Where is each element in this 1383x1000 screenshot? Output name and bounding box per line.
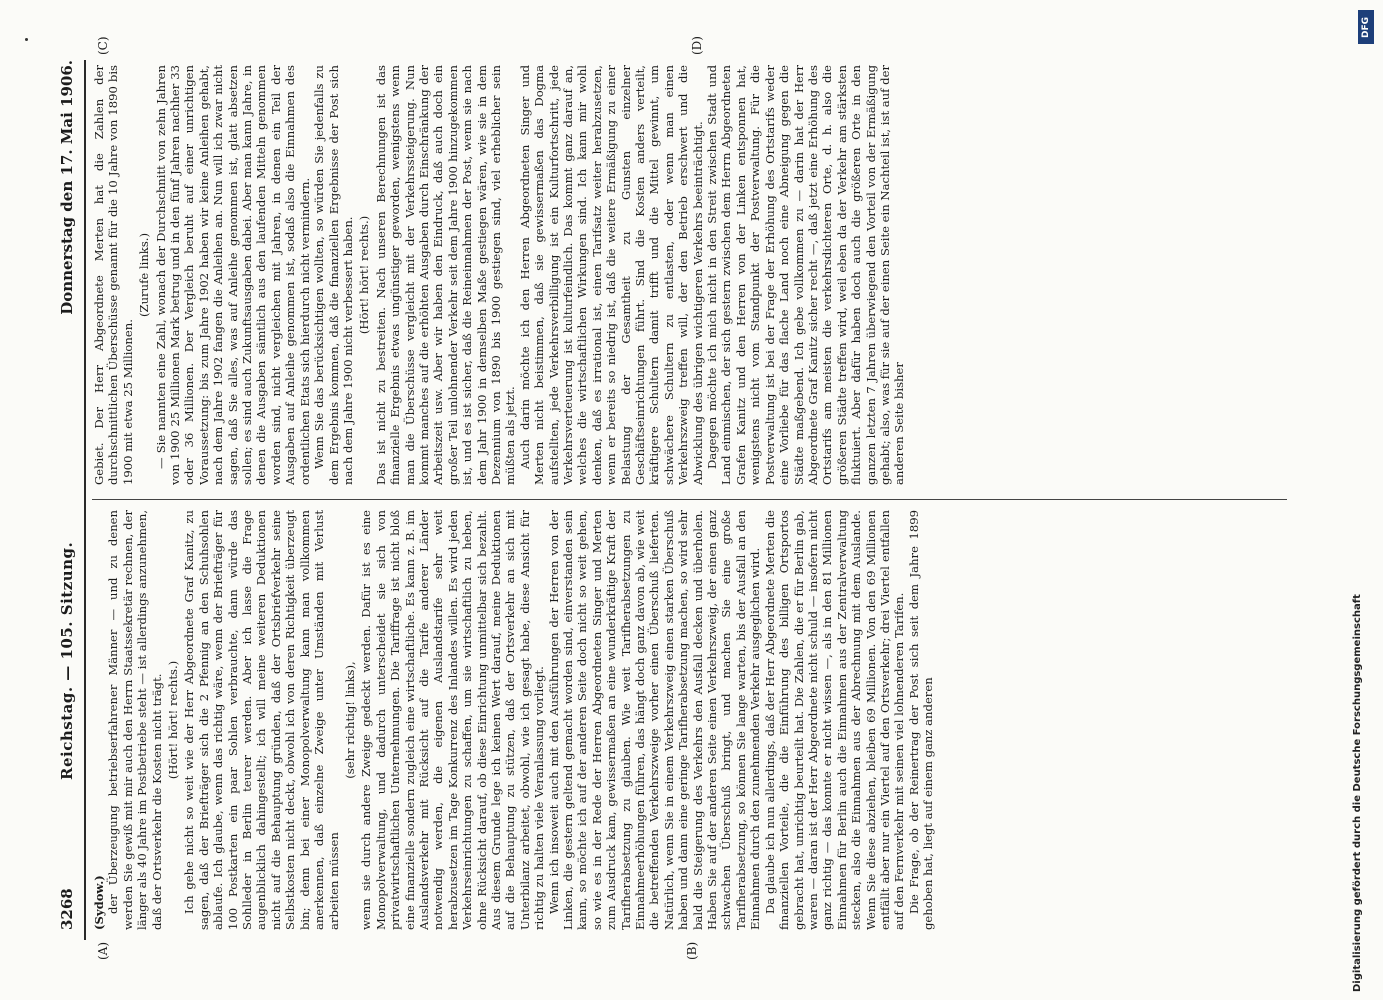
paragraph: Auch darin möchte ich den Herren Abgeordneten Singer und Merten nicht beistimmen, daß sie gewissermaßen das Dogma aufstellten, jede Verkehrsverbilligung ist ein Kulturfortschritt, jede Verkehrsverteuerung ist kulturfeindlich. Das kommt ganz darauf an, welches die wirtschaftlichen Wirkungen sind. Ich kann mir wohl denken, daß es irrational ist, einen Tarifsatz weiter herabzusetzen, wenn er bereits so niedrig ist, daß die weitere Ermäßigung zu einer Belastung der Gesamtheit zu Gunsten einzelner Geschäftseinrichtungen führt. Sind die Kosten anders verteilt, kräftigere Schultern damit trifft und die Mittel gewinnt, um schwächere Schultern zu entlasten, oder wenn man einen Verkehrszweig treffen will, der den Betrieb erschwert und die Abwicklung des übrigen wichtigeren Verkehrs beeinträchtigt. [517, 65, 705, 485]
paragraph: wenn sie durch andere Zweige gedeckt werden. Dafür ist es eine Monopolverwaltung, und dadurch unterscheidet sie sich von privatwirtschaftlichen Unternehmungen. Die Tariffrage ist nicht bloß eine finanzielle sondern zugleich eine wirtschaftliche. Es kann z. B. im Auslandsverkehr mit Rücksicht auf die Tarife anderer Länder notwendig werden, die eigenen Auslandstarife sehr weit herabzusetzen im Tage Konkurrenz des Inlandes willen. Es wird jeden Verkehrseinrichtungen zu schaffen, um sie wirtschaftlich zu heben, ohne Rücksicht darauf, ob diese Einrichtung unmittelbar sich bezahlt. Aus diesem Grunde lege ich keinen Wert darauf, meine Deduktionen auf die Behauptung zu stützen, daß der Ortsverkehr an sich mit Unterbilanz arbeitet, obwohl, wie ich gesagt habe, diese Ansicht für richtig zu halten viele Veranlassung vorliegt. [359, 510, 547, 930]
scan-speck [25, 38, 28, 41]
paragraph: Das ist nicht zu bestreiten. Nach unseren Berechnungen ist das finanzielle Ergebnis etwas ungünstiger geworden, wenigstens wenn man die Überschüsse vergleicht mit der Verkehrssteigerung. Nun kommt manches auf die erhöhten Ausgaben durch Einschränkung der Arbeitszeit usw. Aber wir haben den Eindruck, daß auch doch ein großer Teil unlohnender Verkehr seit dem Jahre 1900 hinzugekommen ist, und es ist sicher, daß die Reineinnahmen der Post, wenn sie nach dem Jahr 1900 in demselben Maße gestiegen wären, wie sie in dem Dezennium von 1890 bis 1900 gestiegen sind, viel erheblicher sein müßten als jetzt. [373, 65, 518, 485]
margin-mark-a: (A) [96, 941, 110, 960]
paragraph: Wenn Sie das berücksichtigen wollten, so würden Sie jedenfalls zu dem Ergebnis kommen, daß die finanziellen Ergebnisse der Post sich nach dem Jahre 1900 nicht verbessert haben. [312, 65, 355, 485]
paragraph: Ich gehe nicht so weit wie der Herr Abgeordnete Graf Kanitz, zu sagen, daß der Briefträger sich die 2 Pfennig an den Schuhsohlen ablaufe. Ich glaube, wenn das richtig wäre, wenn der Briefträger für 100 Postkarten ein paar Sohlen verbrauchte, dann würde das Sohlleder in Berlin teurer werden. Aber ich lasse die Frage augenblicklich dahingestellt; ich will meine weiteren Deduktionen nicht auf die Behauptung gründen, daß der Ortsbriefverkehr seine Selbstkosten nicht deckt, obwohl ich von deren Richtigkeit überzeugt bin; denn bei einer Monopolverwaltung kann man vollkommen anerkennen, daß einzelne Zweige unter Umständen mit Verlust arbeiten müssen [182, 510, 341, 930]
digitization-notice [1352, 8, 1378, 992]
interjection: (Zurufe links.) [137, 233, 152, 317]
paragraph: der Überzeugung betriebserfahrener Männer — und zu denen werden Sie gewiß mit mir auch den Herrn Staatssekretär rechnen, der länger als 40 Jahre im Postbetriebe steht — ist allerdings anzunehmen, daß der Ortsverkehr die Kosten nicht trägt. [106, 510, 164, 930]
speaker-name: (Sydow.) [92, 875, 106, 930]
paragraph: Die Frage, ob der Reinertrag der Post sich seit dem Jahre 1899 gehoben hat, liegt auf einem ganz anderen [906, 510, 936, 930]
dfg-logo-icon: DFG [1358, 10, 1374, 44]
text-column-left [92, 510, 1292, 930]
session-date: Donnerstag den 17. Mai 1906. [58, 60, 76, 315]
margin-mark-c: (C) [96, 36, 110, 55]
digitization-notice-text: Digitalisierung gefördert durch die Deutsche Forschungsgemeinschaft [1352, 594, 1363, 992]
interjection: (sehr richtig! links), [342, 661, 357, 779]
margin-mark-d: (D) [690, 36, 704, 55]
paragraph: Wenn ich insoweit auch mit den Ausführungen der Herren von der Linken, die gestern geltend gemacht worden sind, einverstanden sein kann, so möchte ich auf der anderen Seite doch nicht so weit gehen, so wie es in der Rede der Herren Abgeordneten Singer und Merten zum Ausdruck kam, gewissermaßen an eine wunderkräftige Kraft der Tarifherabsetzung zu glauben. Wie weit Tarifherabsetzungen zu Einnahmeerhöhungen führen, das hängt doch ganz davon ab, wie weit die betreffenden Verkehrszweige vorher einen Überschuß lieferten. Natürlich, wenn Sie in einem Verkehrszweig einen starken Überschuß haben und dann eine geringe Tarifherabsetzung machen, so wird sehr bald die Steigerung des Verkehrs den Ausfall decken und überholen. Haben Sie auf der anderen Seite einen Verkehrszweig, der einen ganz schwachen Überschuß bringt, und machen Sie eine große Tarifherabsetzung, so können Sie lange warten, bis der Ausfall an den Einnahmen durch den zunehmenden Verkehr ausgeglichen wird. [546, 510, 763, 930]
header-rule [84, 60, 86, 940]
paragraph: — Sie nannten eine Zahl, wonach der Durchschnitt von zehn Jahren von 1900 25 Millionen Mark betrug und in den fünf Jahren nachher 33 oder 36 Millionen. Der Vergleich beruht auf einer unrichtigen Voraussetzung: bis zum Jahre 1902 haben wir keine Anleihen gehabt, nach dem Jahre 1902 fangen die Anleihen an. Nun will ich zwar nicht sagen, daß Sie alles, was auf Anleihe genommen ist, glatt absetzen sollen; es sind auch Zukunftsausgaben dabei. Aber man kann Jahre, in denen die Ausgaben sämtlich aus den laufenden Mitteln genommen worden sind, nicht vergleichen mit Jahren, in denen ein Teil der Ausgaben auf Anleihe genommen ist, sodaß also die Einnahmen des ordentlichen Etats sich hierdurch nicht vermindern. [153, 65, 312, 485]
page-number: 3268 [58, 888, 76, 930]
page-header [58, 60, 82, 930]
paragraph: Da glaube ich nun allerdings, daß der Herr Abgeordnete Merten die finanziellen Vorteile, die die Einführung des billigen Ortsportos gebracht hat, unrichtig beurteilt hat. Die Zahlen, die er für Berlin gab, waren — daran ist der Herr Abgeordnete nicht schuld — insofern nicht ganz richtig — das konnte er nicht wissen —, als in den 81 Millionen Einnahmen für Berlin auch die Einnahmen aus der Zentralverwaltung stecken, also die Einnahmen aus der Abrechnung mit dem Auslande. Wenn Sie diese abziehen, bleiben 69 Millionen. Von den 69 Millionen entfällt aber nur ein Viertel auf den Ortsverkehr; drei Viertel entfallen auf den Fernverkehr mit seinen viel lohnenderen Tarifen. [762, 510, 907, 930]
column-divider [92, 499, 1287, 500]
text-column-right [92, 65, 1292, 485]
interjection: (Hört! hört! rechts.) [166, 660, 181, 780]
session-title: Reichstag. — 105. Sitzung. [58, 541, 76, 780]
paragraph: Gebiet. Der Herr Abgeordnete Merten hat die Zahlen der durchschnittlichen Überschüsse genannt für die 10 Jahre von 1890 bis 1900 mit etwa 25 Millionen. [92, 65, 135, 485]
margin-mark-b: (B) [685, 941, 699, 960]
paragraph: Dagegen möchte ich mich nicht in den Streit zwischen Stadt und Land einmischen, der sich gestern zwischen dem Herrn Abgeordneten Grafen Kanitz und den Herren von der Linken entsponnen hat, wenigstens nicht vom Standpunkt der Postverwaltung. Für die Postverwaltung ist bei der Frage der Erhöhung des Ortstarifs weder eine Vorliebe für das flache Land noch eine Abneigung gegen die Städte maßgebend. Ich gebe vollkommen zu — darin hat der Herr Abgeordnete Graf Kanitz sicher recht —, daß jetzt eine Erhöhung des Ortstarifs am meisten die verkehrsdichteren Orte, d. h. also die größeren Städte treffen wird, weil eben da der Verkehr am stärksten fluktuiert. Aber dafür haben doch auch die größeren Orte in den ganzen letzten 7 Jahren überwiegend den Vorteil von der Ermäßigung gehabt; also, was für sie auf der einen Seite ein Nachteil ist, ist auf der anderen Seite bisher [705, 65, 907, 485]
interjection: (Hört! hört! rechts.) [357, 215, 372, 335]
